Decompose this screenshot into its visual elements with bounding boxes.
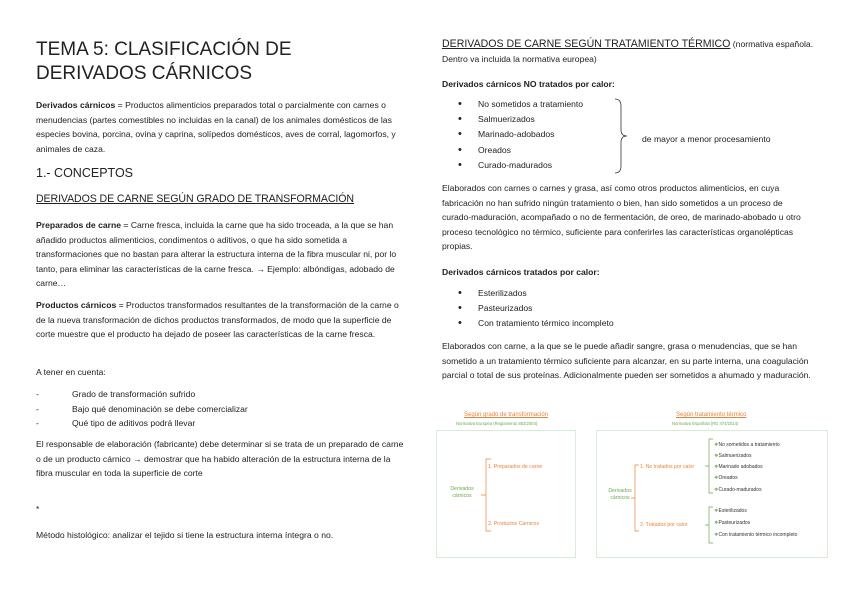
list-item: • Curado-madurados (442, 158, 583, 173)
page-title: TEMA 5: CLASIFICACIÓN DE DERIVADOS CÁRNICOS (36, 39, 292, 84)
diagram-subtitle: Normativa Europea (Reglamento 853/2004) (456, 421, 538, 426)
brace-label: de mayor a menor procesamiento (642, 134, 771, 144)
list-item: - Bajo qué denominación se debe comercializar (36, 402, 248, 417)
tener-cuenta-label: A tener en cuenta: (36, 367, 106, 377)
diagram-item: ❖Oreados (714, 475, 738, 481)
subsection-heading-grado: DERIVADOS DE CARNE SEGÚN GRADO DE TRANSFORMACIÓN (36, 193, 354, 205)
tratados-list (442, 286, 614, 332)
responsable-paragraph: El responsable de elaboración (fabricante) debe determinar si se trata de un preparado de carne o de un producto cárnico → demostrar que ha habido alteración de la estructura interna de la fibra muscular en toda la superficie de corte (36, 439, 404, 479)
diagram-root: Derivados cárnicos (450, 486, 474, 499)
list-item: - Grado de transformación sufrido (36, 387, 248, 402)
diagram-branch-2: 2. Tratados por calor (640, 522, 688, 528)
list-item: • Marinado-adobados (442, 127, 583, 142)
list-item: • No sometidos a tratamiento (442, 97, 583, 112)
diagram-grado-transformacion (436, 408, 574, 556)
list-item: • Oreados (442, 143, 583, 158)
list-item: • Con tratamiento térmico incompleto (442, 316, 614, 331)
diagram-item: ❖Pasteurizados (714, 520, 751, 526)
list-item: - Qué tipo de aditivos podrá llevar (36, 416, 248, 431)
diagram-branch-1: 1. Preparados de carne (488, 464, 543, 470)
no-tratados-description: Elaborados con carnes o carnes y grasa, así como otros productos alimenticios, en cuya fabricación no han sufrido ningún tratamiento o bien, han sido sometidos a un proceso de curado-maduración, acompañado o no de fermentación, de oreo, de marinado-abobado u otro proceso tecnológico no térmico, suficiente para conferirles las características organolépticas propias. (442, 183, 801, 252)
preparados-text: = Carne fresca, incluida la carne que ha sido troceada, a la que se han añadido productos alimenticios, condimentos o aditivos, o que ha sido sometida a transformaciones que no bastan para alterar la estructura interna de la fibra muscular ni, por lo tanto, para eliminar las características de la carne fresca. → Ejemplo: albóndigas, adobado de carne… (36, 220, 397, 289)
diagram-item: ❖Con tratamiento térmico incompleto (714, 532, 798, 538)
diagram-item: ❖Curado-madurados (714, 487, 762, 493)
productos-paragraph (36, 298, 408, 342)
diagram-item: ❖Esterilizados (714, 508, 747, 514)
diagram-branch-2: 2. Productos Cárnicos (488, 521, 540, 527)
diagram-brace-items-1 (704, 438, 714, 494)
diagram-tratamiento-termico (596, 408, 826, 556)
preparados-term: Preparados de carne (36, 220, 122, 230)
curly-brace (614, 98, 628, 174)
subsection-note: (normativa española. Dentro va incluida la normativa europea) (442, 39, 814, 64)
tener-cuenta-list (36, 387, 248, 431)
no-tratados-title-text: Derivados cárnicos NO tratados por calor: (442, 79, 615, 89)
list-item: • Pasteurizados (442, 301, 614, 316)
diagram-brace (630, 464, 640, 532)
diagram-root: Derivados cárnicos (608, 488, 632, 501)
no-tratados-title (442, 77, 814, 92)
intro-term: Derivados cárnicos (36, 100, 116, 110)
diagram-title: Según grado de transformación (464, 412, 549, 418)
section-heading: 1.- CONCEPTOS (36, 166, 134, 180)
note-mark: * (36, 504, 40, 514)
list-item: • Esterilizados (442, 286, 614, 301)
intro-text: = Productos alimenticios preparados total o parcialmente con carnes o menudencias (partes comestibles no incluidas en la canal) de los animales domésticos de las especies bovina, porcina, ovina y caprina, solípedos domésticos, aves de corral, lagomorfos, y animales de caza. (36, 100, 396, 154)
diagram-brace-items-2 (704, 506, 714, 544)
diagram-item: ❖No sometidos a tratamiento (714, 442, 780, 448)
list-item: • Salmuerizados (442, 112, 583, 127)
subsection-title: DERIVADOS DE CARNE SEGÚN TRATAMIENTO TÉRMICO (442, 38, 731, 50)
no-tratados-list (442, 97, 583, 173)
tratados-description: Elaborados con carne, a la que se le puede añadir sangre, grasa o menudencias, que se han sometido a un tratamiento térmico suficiente para alcanzar, en su parte interna, una coagulación parcial o total de sus proteínas. Adicionalmente pueden ser sometidos a ahumado y maduración. (442, 341, 811, 381)
intro-paragraph (36, 98, 408, 156)
metodo-paragraph: Método histológico: analizar el tejido si tiene la estructura interna íntegra o no. (36, 530, 334, 540)
preparados-paragraph (36, 218, 408, 291)
subsection-heading-termico (442, 37, 814, 66)
tratados-title (442, 265, 814, 280)
diagram-title: Según tratamiento térmico (676, 412, 747, 418)
diagram-branch-1: 1. No tratados por calor (640, 464, 695, 470)
tratados-title-text: Derivados cárnicos tratados por calor: (442, 267, 600, 277)
diagram-item: ❖Salmuerizados (714, 453, 752, 459)
productos-text: = Productos transformados resultantes de la transformación de la carne o de la nueva transformación de dichos productos transformados, de modo que la superficie de corte muestre que el producto ha dejado de poseer las características de la carne fresca. (36, 300, 399, 340)
productos-term: Productos cárnicos (36, 300, 117, 310)
diagram-subtitle: Normativa Española (RD 474/2014) (672, 421, 739, 426)
diagram-item: ❖Marinado adobados (714, 464, 763, 470)
